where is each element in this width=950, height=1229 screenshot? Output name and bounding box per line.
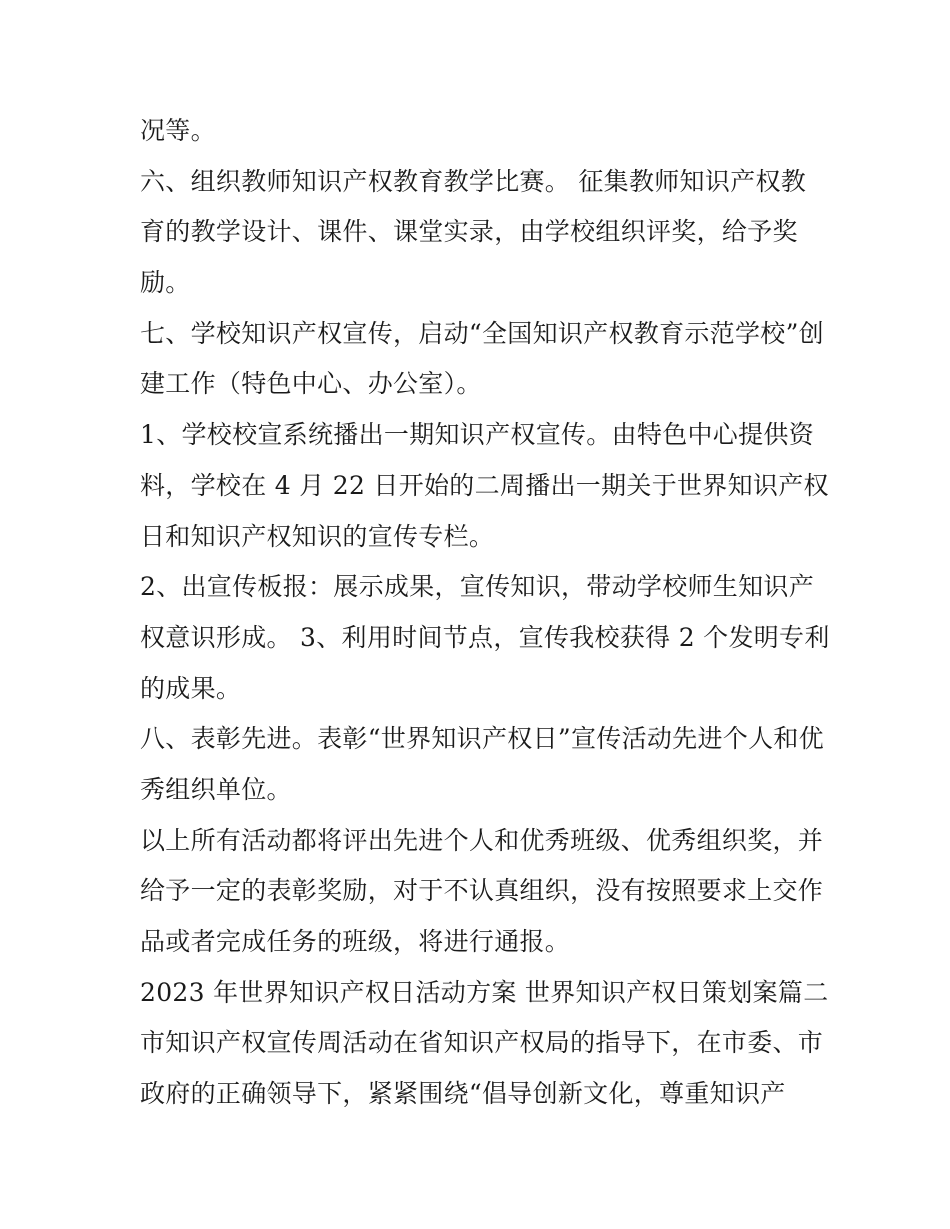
text-line: 日和知识产权知识的宣传专栏。 [140, 521, 495, 551]
text-line: 的成果。 [140, 673, 242, 703]
text-line: 1、学校校宣系统播出一期知识产权宣传。由特色中心提供资 [140, 420, 815, 450]
text-line: 2023 年世界知识产权日活动方案 世界知识产权日策划案篇二 [140, 977, 829, 1007]
text-line: 八、表彰先进。表彰“世界知识产权日”宣传活动先进个人和优 [140, 724, 824, 754]
text-line: 2、出宣传板报：展示成果，宣传知识，带动学校师生知识产 [140, 572, 815, 602]
text-line: 七、学校知识产权宣传，启动“全国知识产权教育示范学校”创 [140, 318, 824, 348]
text-line: 权意识形成。 3、利用时间节点，宣传我校获得 2 个发明专利 [140, 622, 830, 652]
text-line: 品或者完成任务的班级，将进行通报。 [140, 927, 571, 956]
text-line: 六、组织教师知识产权教育教学比赛。 征集教师知识产权教 [140, 166, 807, 196]
text-line: 况等。 [140, 116, 216, 145]
text-line: 料，学校在 4 月 22 日开始的二周播出一期关于世界知识产权 [140, 470, 829, 500]
text-line: 政府的正确领导下，紧紧围绕“倡导创新文化，尊重知识产 [140, 1079, 786, 1109]
text-line: 给予一定的表彰奖励，对于不认真组织，没有按照要求上交作 [140, 876, 824, 906]
text-line: 秀组织单位。 [140, 774, 292, 804]
text-line: 市知识产权宣传周活动在省知识产权局的指导下，在市委、市 [140, 1028, 824, 1058]
text-line: 励。 [140, 268, 191, 298]
text-line: 以上所有活动都将评出先进个人和优秀班级、优秀组织奖，并 [140, 825, 824, 855]
text-line: 育的教学设计、课件、课堂实录，由学校组织评奖，给予奖 [140, 217, 798, 247]
text-line: 建工作（特色中心、办公室）。 [140, 369, 482, 399]
document-body [140, 106, 830, 1120]
